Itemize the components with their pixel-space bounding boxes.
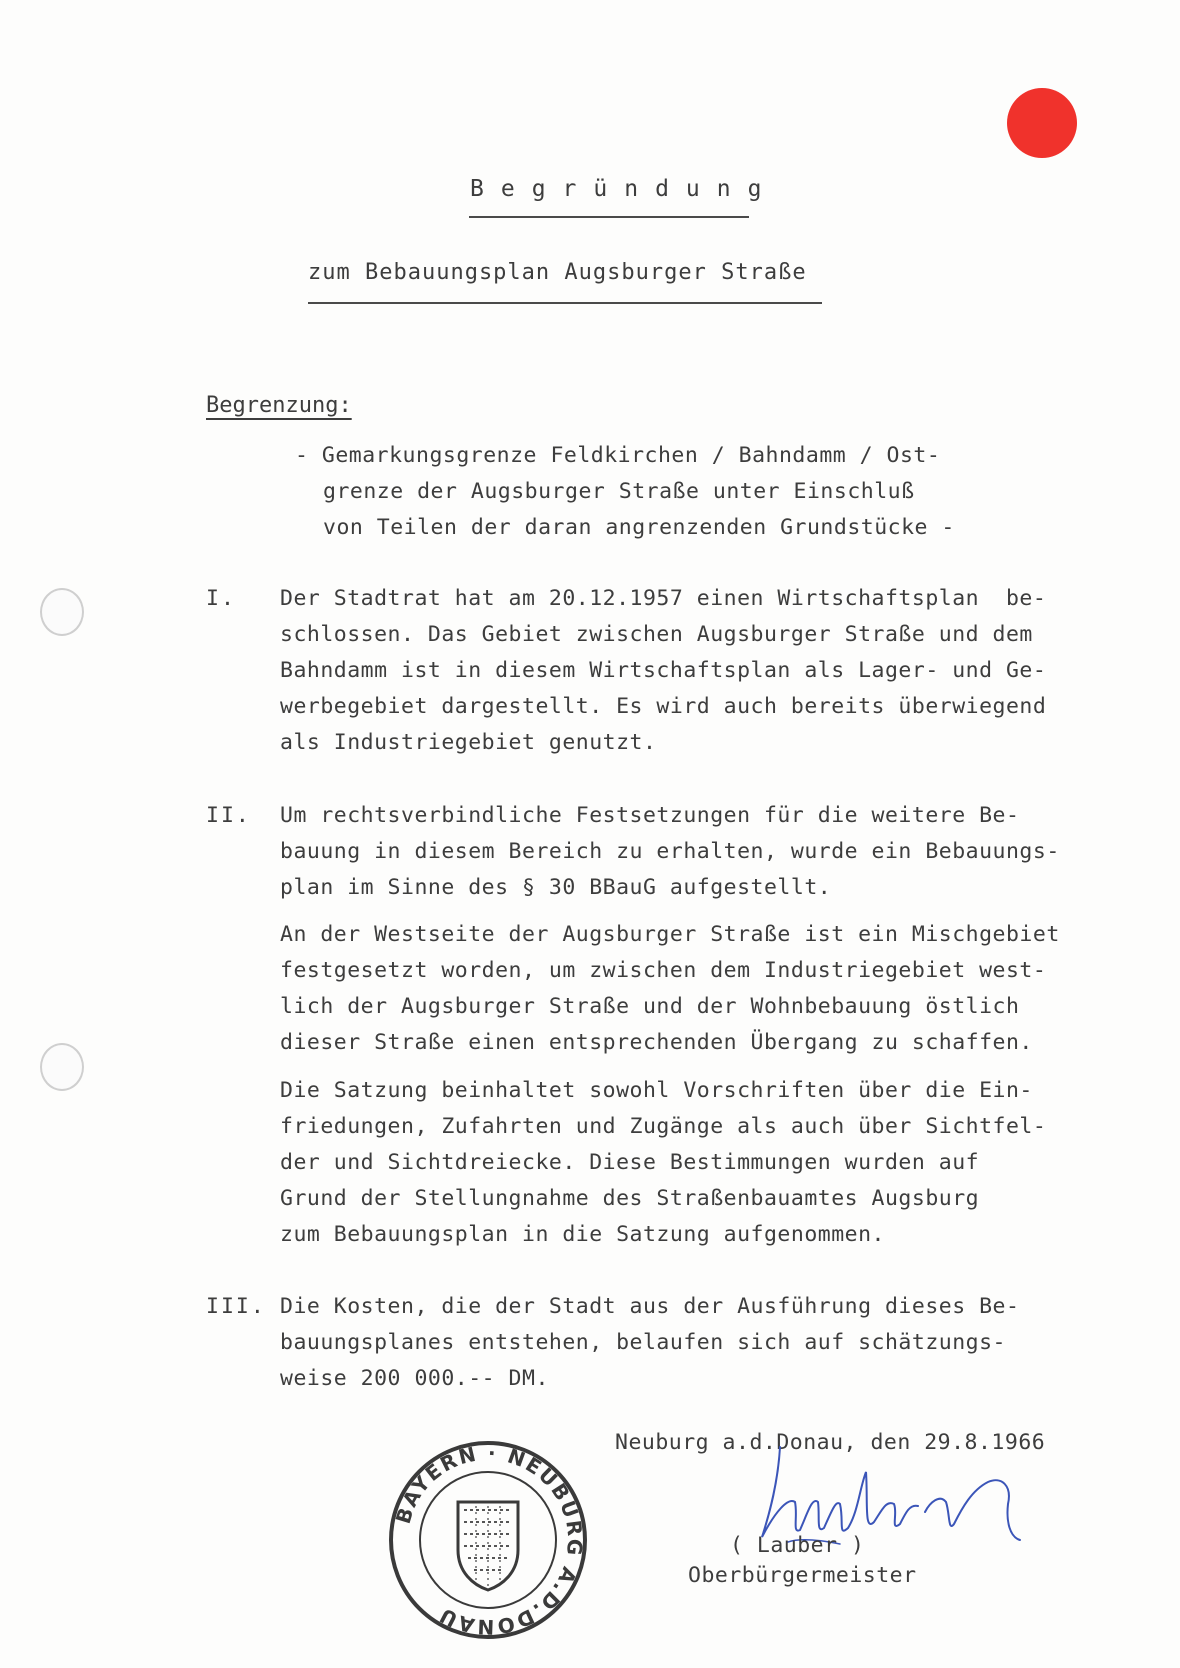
- text-line: Bahndamm ist in diesem Wirtschaftsplan als Lager- und Ge-: [280, 658, 1047, 683]
- section-2-paragraph-2: [280, 917, 1060, 1061]
- punch-hole-top: [40, 588, 84, 636]
- section-number: III.: [206, 1294, 266, 1319]
- subtitle-underline: [308, 302, 822, 304]
- text-line: Der Stadtrat hat am 20.12.1957 einen Wirtschaftsplan be-: [280, 586, 1047, 611]
- text-line: dieser Straße einen entsprechenden Übergang zu schaffen.: [280, 1030, 1033, 1055]
- text-line: werbegebiet dargestellt. Es wird auch bereits überwiegend: [280, 694, 1047, 719]
- text-line: festgesetzt worden, um zwischen dem Industriegebiet west-: [280, 958, 1047, 983]
- punch-hole-bottom: [40, 1043, 84, 1091]
- text-line: lich der Augsburger Straße und der Wohnbebauung östlich: [280, 994, 1020, 1019]
- text-line: Um rechtsverbindliche Festsetzungen für die weitere Be-: [280, 803, 1020, 828]
- boundary-line: grenze der Augsburger Straße unter Einschluß: [323, 479, 915, 504]
- document-subtitle: zum Bebauungsplan Augsburger Straße: [308, 260, 807, 285]
- text-line: der und Sichtdreiecke. Diese Bestimmungen wurden auf: [280, 1150, 980, 1175]
- section-number: II.: [206, 803, 251, 828]
- text-line: zum Bebauungsplan in die Satzung aufgenommen.: [280, 1222, 885, 1247]
- section-2-paragraph-1: [280, 798, 1060, 906]
- boundary-line: von Teilen der daran angrenzenden Grundstücke -: [323, 515, 955, 540]
- svg-text:BAYERN · NEUBURG A.D.DONAU: BAYERN · NEUBURG A.D.DONAU: [390, 1440, 588, 1640]
- document-title: Begründung: [470, 176, 779, 202]
- text-line: friedungen, Zufahrten und Zugänge als auch über Sichtfel-: [280, 1114, 1047, 1139]
- text-line: bauungsplanes entstehen, belaufen sich auf schätzungs-: [280, 1330, 1006, 1355]
- text-line: Die Kosten, die der Stadt aus der Ausführung dieses Be-: [280, 1294, 1020, 1319]
- boundary-text: [295, 438, 955, 546]
- boundary-heading: Begrenzung:: [206, 393, 352, 418]
- section-3-paragraph: [280, 1289, 1019, 1397]
- text-line: weise 200 000.-- DM.: [280, 1366, 549, 1391]
- section-1-paragraph: [280, 581, 1046, 761]
- section-number: I.: [206, 586, 236, 611]
- signer-name: ( Lauber ): [730, 1533, 865, 1558]
- place-date: Neuburg a.d.Donau, den 29.8.1966: [615, 1430, 1046, 1455]
- signer-title: Oberbürgermeister: [688, 1563, 917, 1588]
- title-underline: [469, 216, 749, 218]
- official-seal: [388, 1440, 588, 1640]
- text-line: plan im Sinne des § 30 BBauG aufgestellt.: [280, 875, 832, 900]
- text-line: schlossen. Das Gebiet zwischen Augsburger Straße und dem: [280, 622, 1033, 647]
- text-line: An der Westseite der Augsburger Straße ist ein Mischgebiet: [280, 922, 1060, 947]
- text-line: als Industriegebiet genutzt.: [280, 730, 657, 755]
- section-2-paragraph-3: [280, 1073, 1046, 1253]
- red-dot-marker: [1007, 88, 1077, 158]
- boundary-line: - Gemarkungsgrenze Feldkirchen / Bahndamm / Ost-: [295, 443, 941, 468]
- text-line: Die Satzung beinhaltet sowohl Vorschriften über die Ein-: [280, 1078, 1033, 1103]
- text-line: bauung in diesem Bereich zu erhalten, wurde ein Bebauungs-: [280, 839, 1060, 864]
- text-line: Grund der Stellungnahme des Straßenbauamtes Augsburg: [280, 1186, 980, 1211]
